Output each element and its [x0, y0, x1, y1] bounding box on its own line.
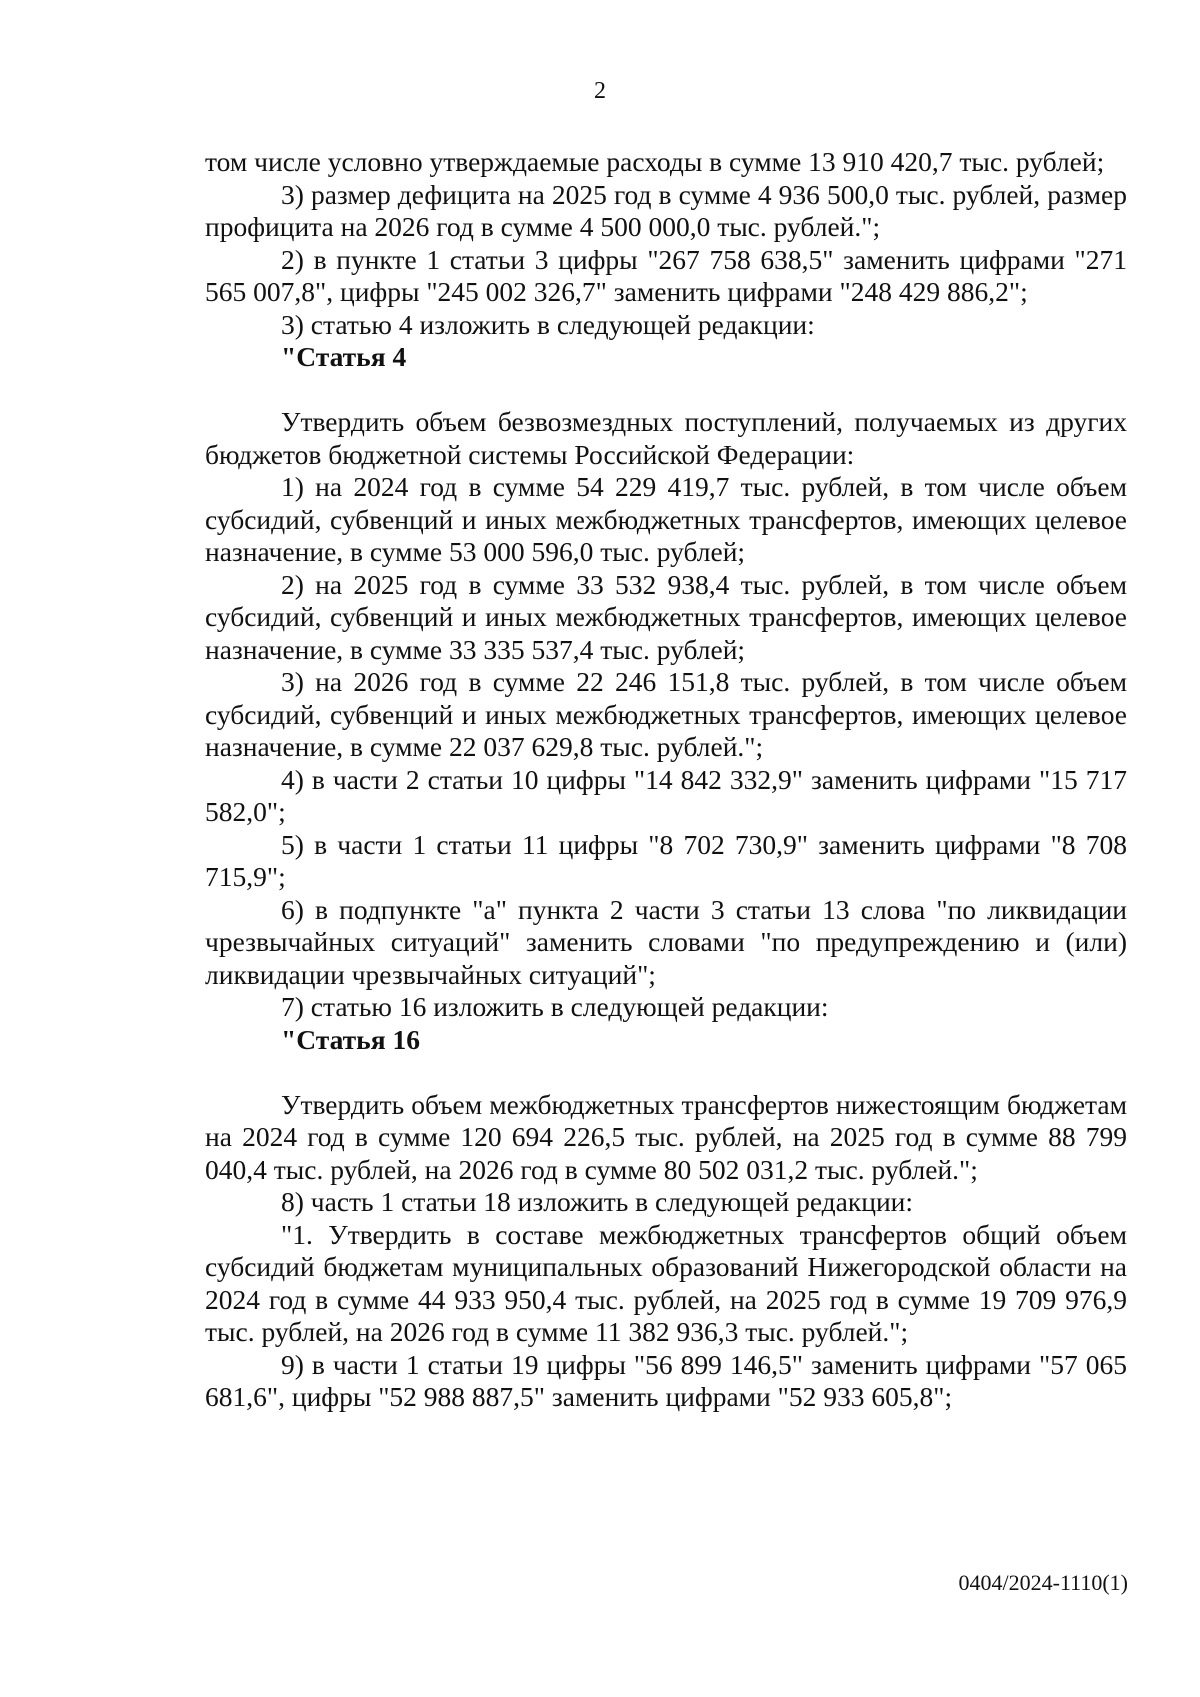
document-code: 0404/2024-1110(1)	[958, 1570, 1128, 1595]
paragraph: 2) на 2025 год в сумме 33 532 938,4 тыс. рублей, в том числе объем субсидий, субвенций и иных межбюджетных трансфертов, имеющих целевое назначение, в сумме 33 335 537,4 тыс. рублей;	[205, 568, 1127, 665]
paragraph: 5) в части 1 статьи 11 цифры "8 702 730,9" заменить цифрами "8 708 715,9";	[205, 828, 1127, 892]
paragraph: "1. Утвердить в составе межбюджетных трансфертов общий объем субсидий бюджетам муниципальных образований Нижегородской области на 2024 год в сумме 44 933 950,4 тыс. рублей, на 2025 год в сумме 19 709 976,9 тыс. рублей, на 2026 год в сумме 11 382 936,3 тыс. рублей.";	[205, 1218, 1127, 1347]
paragraph: 4) в части 2 статьи 10 цифры "14 842 332,9" заменить цифрами "15 717 582,0";	[205, 763, 1127, 827]
paragraph: 2) в пункте 1 статьи 3 цифры "267 758 638,5" заменить цифрами "271 565 007,8", цифры "245 002 326,7" заменить цифрами "248 429 886,2";	[205, 243, 1127, 307]
paragraph: Утвердить объем безвозмездных поступлений, получаемых из других бюджетов бюджетной системы Российской Федерации:	[205, 406, 1127, 470]
article-heading: "Статья 4	[281, 341, 407, 372]
paragraph: 7) статью 16 изложить в следующей редакции:	[281, 991, 829, 1022]
paragraph: 9) в части 1 статьи 19 цифры "56 899 146,5" заменить цифрами "57 065 681,6", цифры "52 988 887,5" заменить цифрами "52 933 605,8";	[205, 1348, 1127, 1412]
paragraph: том числе условно утверждаемые расходы в сумме 13 910 420,7 тыс. рублей;	[205, 146, 1105, 177]
document-body	[205, 146, 1127, 1414]
paragraph: 1) на 2024 год в сумме 54 229 419,7 тыс. рублей, в том числе объем субсидий, субвенций и иных межбюджетных трансфертов, имеющих целевое назначение, в сумме 53 000 596,0 тыс. рублей;	[205, 471, 1127, 567]
paragraph: 8) часть 1 статьи 18 изложить в следующей редакции:	[281, 1186, 914, 1217]
paragraph: 3) размер дефицита на 2025 год в сумме 4 936 500,0 тыс. рублей, размер профицита на 2026 год в сумме 4 500 000,0 тыс. рублей.";	[205, 178, 1127, 242]
paragraph: 3) на 2026 год в сумме 22 246 151,8 тыс. рублей, в том числе объем субсидий, субвенций и иных межбюджетных трансфертов, имеющих целевое назначение, в сумме 22 037 629,8 тыс. рублей.";	[205, 666, 1127, 762]
page-number: 2	[594, 78, 606, 104]
article-heading: "Статья 16	[281, 1023, 420, 1055]
paragraph: 6) в подпункте "а" пункта 2 части 3 статьи 13 слова "по ликвидации чрезвычайных ситуаций" заменить словами "по предупреждению и (или) ликвидации чрезвычайных ситуаций";	[205, 893, 1127, 990]
paragraph: Утвердить объем межбюджетных трансфертов нижестоящим бюджетам на 2024 год в сумме 120 694 226,5 тыс. рублей, на 2025 год в сумме 88 799 040,4 тыс. рублей, на 2026 год в сумме 80 502 031,2 тыс. рублей.";	[205, 1088, 1127, 1185]
paragraph: 3) статью 4 изложить в следующей редакции:	[281, 308, 815, 340]
